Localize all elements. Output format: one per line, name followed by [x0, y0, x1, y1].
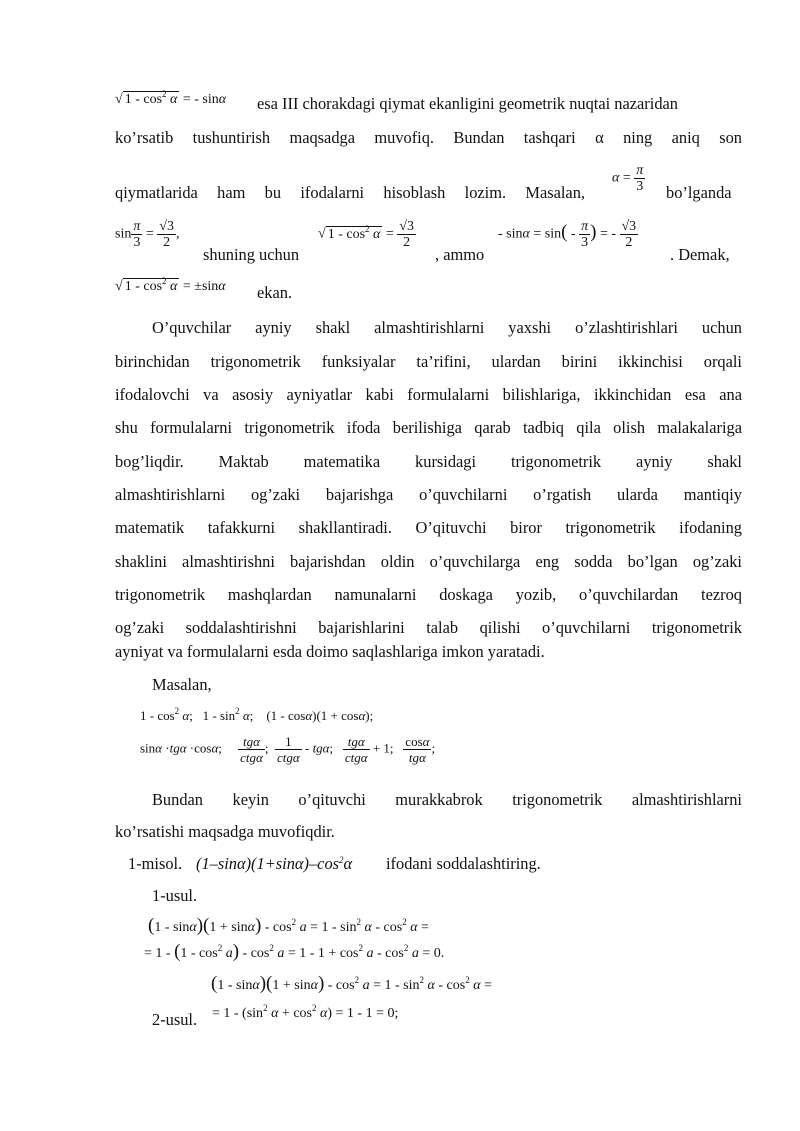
text-ammo: , ammo [435, 245, 485, 264]
paragraph-2-line-2: birinchidan trigonometrik funksiyalar ta’rifini, ulardan birini ikkinchisi orqali [115, 352, 742, 371]
text-ekan: ekan. [257, 283, 293, 302]
paragraph-2-line-1: O’quvchilar ayniy shakl almashtirishlarni yaxshi o’zlashtirishlari uchun [152, 318, 742, 337]
paragraph-1-line-2: ko’rsatib tushuntirish maqsadga muvofiq. Bundan tashqari α ning aniq son [115, 128, 742, 147]
example-expression: $(1-\sin\alpha)(1+\sin\alpha)-\cos^2\alpha$ [196, 854, 353, 873]
method-2-label: 2-usul. [152, 1010, 198, 1029]
formula-sin-pi-3: sin $\frac{\pi}{3}$ = $\frac{√3}{2}$ , [115, 219, 180, 250]
paragraph-1-line-1: esa III chorakdagi qiymat ekanligini geometrik nuqtai nazaridan [257, 94, 678, 113]
method-2-formula-line-2: = $1 - (\sin^2$ $\alpha + \cos^2 \alpha) = 1 - 1 = 0$; [212, 1003, 399, 1021]
formula-examples-row-1: $1 - \cos^2 \alpha$; $1 - \sin^2 \alpha$; (1 - cosα)(1 + cosα); [140, 706, 374, 723]
method-2-formula-line-1: $(1 - \sin\alpha)(1 + \sin\alpha) - \cos^2 a = 1 - \sin^2 \alpha - \cos^2 \alpha$ = [211, 973, 492, 994]
paragraph-3-line-1: Bundan keyin o’qituvchi murakkabrok trigonometrik almashtirishlarni [152, 790, 742, 809]
paragraph-2-line-10: og’zaki soddalashtirishni bajarishlarini talab qilishi o’quvchilarni trigonometrik [115, 618, 742, 637]
paragraph-1-line-3: qiymatlarida ham bu ifodalarni hisoblash lozim. Masalan, [115, 183, 585, 202]
paragraph-2-line-7: matematik tafakkurni shakllantiradi. O’qituvchi biror trigonometrik ifodaning [115, 518, 742, 537]
formula-neg-sin: - sinα = sin( - $\frac{\pi}{3}$ ) = - $\frac{√3}{2}$ [498, 219, 637, 250]
text-shuning-uchun: shuning uchun [203, 245, 300, 264]
method-1-formula-line-2: = $1 - (1 - \cos^2 a) - \cos^2 a = 1 - 1 + \cos^2 a - \cos^2 a = 0$. [144, 941, 445, 962]
example-text: ifodani soddalashtiring. [386, 854, 541, 873]
paragraph-2-line-4: shu formulalarni trigonometrik ifoda berilishiga qarab tadbiq qila olish malakalariga [115, 418, 742, 437]
example-label: 1-misol. [128, 854, 183, 873]
formula-alpha-pi-3: α = $\frac{\pi}{3}$ [612, 163, 644, 194]
paragraph-2-line-11: ayniyat va formulalarni esda doimo saqlashlariga imkon yaratadi. [115, 642, 545, 661]
paragraph-2-line-9: trigonometrik mashqlardan namunalarni doskaga yozib, o’quvchilardan tezroq [115, 585, 742, 604]
text-masalan: Masalan, [152, 675, 212, 694]
formula-sqrt-pm-sin: √ $1 - \cos^2 \alpha = \pm\sin\alpha$ [115, 276, 226, 294]
method-1-formula-line-1: $(1 - \sin\alpha)(1 + \sin\alpha) - \cos^2 a = 1 - \sin^2 \alpha - \cos^2 \alpha$ = [148, 915, 429, 936]
paragraph-2-line-3: ifodalovchi va asosiy ayniyatlar kabi formulalarni bilishlariga, ikkinchidan esa ana [115, 385, 742, 404]
text-demak: . Demak, [670, 245, 730, 264]
formula-sqrt-identity-1: √ $1 - \cos^2 \alpha$ = - sinα [115, 89, 227, 107]
method-1-label: 1-usul. [152, 886, 198, 905]
paragraph-1-line-3-end: bo’lganda [666, 183, 732, 202]
paragraph-2-line-6: almashtirishlarni og’zaki bajarishga o’quvchilarni o’rgatish ularda mantiqiy [115, 485, 742, 504]
formula-sqrt-root3: √ $1 - \cos^2 \alpha$ = $\frac{√3}{2}$ [318, 219, 414, 250]
paragraph-2-line-8: shaklini almashtirishni bajarishdan oldin o’quvchilarga eng sodda bo’lgan og’zaki [115, 552, 742, 571]
paragraph-3-line-2: ko’rsatishi maqsadga muvofiqdir. [115, 822, 335, 841]
formula-examples-row-2: sinα ·tgα ·cosα; $\frac{\text{tgα}}{\text{ctgα}}$ ; $\frac{1}{\text{ctgα}}$ - tgα; $\frac{\text{tgα}}{\text{ctgα}}$ + 1; $\frac{\cos\alpha}{\text{tgα}}$ ; [140, 734, 436, 765]
paragraph-2-line-5: bog’liqdir. Maktab matematika kursidagi trigonometrik ayniy shakl [115, 452, 742, 471]
